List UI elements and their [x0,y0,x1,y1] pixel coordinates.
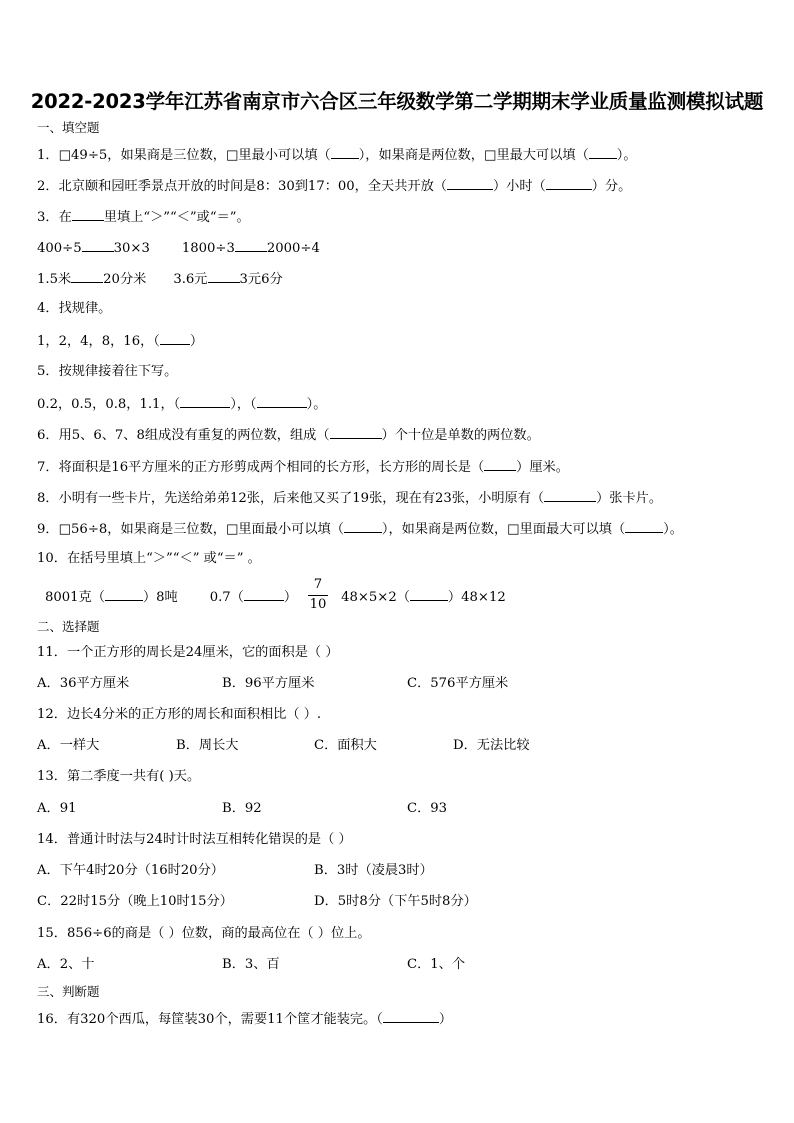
option-a[interactable]: A．2、十 [37,957,95,972]
question-6: 6．用5、6、7、8组成没有重复的两位数，组成（ ）个十位是单数的两位数。 [37,425,540,445]
answer-blank[interactable] [244,587,284,601]
option-d[interactable]: D．5时8分（下午5时8分） [314,894,477,909]
answer-blank[interactable] [484,457,516,471]
option-b[interactable]: B．92 [222,801,262,816]
page-title: 2022-2023学年江苏省南京市六合区三年级数学第二学期期末学业质量监测模拟试题 [30,90,764,113]
question-8: 8．小明有一些卡片，先送给弟弟12张，后来他又买了19张，现在有23张，小明原有（ ）张卡片。 [37,488,662,508]
answer-blank [72,207,104,221]
answer-blank[interactable] [160,331,190,345]
section-multiple-choice: 二、选择题 [37,619,100,634]
answer-blank[interactable] [82,238,114,252]
question-10-row: 8001克（ ）8吨 0.7（ ） 48×5×2（ ）48×12 [45,587,506,607]
question-11: 11．一个正方形的周长是24厘米，它的面积是（ ） [37,645,339,660]
answer-blank[interactable] [589,145,617,159]
question-14: 14．普通计时法与24时计时法互相转化错误的是（ ） [37,832,352,847]
option-c[interactable]: C．面积大 [314,738,377,753]
answer-blank[interactable] [331,145,359,159]
question-15: 15．856÷6的商是（ ）位数，商的最高位在（ ）位上。 [37,926,371,941]
option-b[interactable]: B．3时（凌晨3时） [314,863,433,878]
fraction-bar [308,595,328,596]
answer-blank[interactable] [447,176,493,190]
answer-blank[interactable] [257,394,307,408]
question-1: 1．□49÷5，如果商是三位数，□里最小可以填（ ），如果商是两位数，□里最大可以填（ ）。 [37,145,637,165]
question-3-row-2: 1.5米 20分米 3.6元 3元6分 [37,269,283,289]
question-3-row-1: 400÷5 30×3 1800÷3 2000÷4 [37,238,320,258]
question-5-row: 0.2，0.5，0.8，1.1，（ ），（ ）。 [37,394,326,414]
answer-blank[interactable] [544,488,596,502]
question-7: 7．将面积是16平方厘米的正方形剪成两个相同的长方形，长方形的周长是（ ）厘米。 [37,457,569,477]
option-c[interactable]: C．576平方厘米 [407,676,509,691]
option-b[interactable]: B．96平方厘米 [222,676,315,691]
answer-blank[interactable] [180,394,230,408]
answer-blank[interactable] [344,519,382,533]
answer-blank[interactable] [105,587,143,601]
answer-blank[interactable] [410,587,448,601]
answer-blank[interactable] [625,519,663,533]
answer-blank[interactable] [235,238,267,252]
section-true-false: 三、判断题 [37,984,100,999]
option-c[interactable]: C．22时15分（晚上10时15分） [37,894,233,909]
question-10: 10．在括号里填上“＞”“＜” 或“＝” 。 [37,551,261,566]
option-c[interactable]: C．1、个 [407,957,466,972]
option-a[interactable]: A．91 [37,801,77,816]
option-a[interactable]: A．36平方厘米 [37,676,130,691]
fraction-seven-tenths: 7 10 [309,577,327,612]
question-9: 9．□56÷8，如果商是三位数，□里面最小可以填（ ），如果商是两位数，□里面最大可以填（ ）。 [37,519,683,539]
option-b[interactable]: B．3、百 [222,957,280,972]
answer-blank[interactable] [330,425,382,439]
question-5: 5．按规律接着往下写。 [37,364,178,379]
question-3: 3．在 里填上“＞”“＜”或“＝”。 [37,207,250,227]
option-a[interactable]: A．下午4时20分（16时20分） [37,863,224,878]
answer-blank[interactable] [546,176,592,190]
question-16: 16．有320个西瓜，每筐装30个，需要11个筐才能装完。（ ） [37,1009,452,1029]
option-c[interactable]: C．93 [407,801,448,816]
answer-blank[interactable] [208,269,240,283]
question-4-row: 1，2，4，8，16，（ ） [37,331,203,351]
answer-blank[interactable] [71,269,103,283]
question-2: 2．北京颐和园旺季景点开放的时间是8：30到17：00，全天共开放（ ）小时（ ）分。 [37,176,631,196]
option-a[interactable]: A．一样大 [37,738,100,753]
option-b[interactable]: B．周长大 [176,738,239,753]
question-13: 13．第二季度一共有( )天。 [37,769,201,784]
answer-blank[interactable] [383,1009,439,1023]
option-d[interactable]: D．无法比较 [453,738,530,753]
question-12: 12．边长4分米的正方形的周长和面积相比（ ）. [37,707,322,722]
section-fill-in: 一、填空题 [37,120,100,135]
question-4: 4．找规律。 [37,301,112,316]
